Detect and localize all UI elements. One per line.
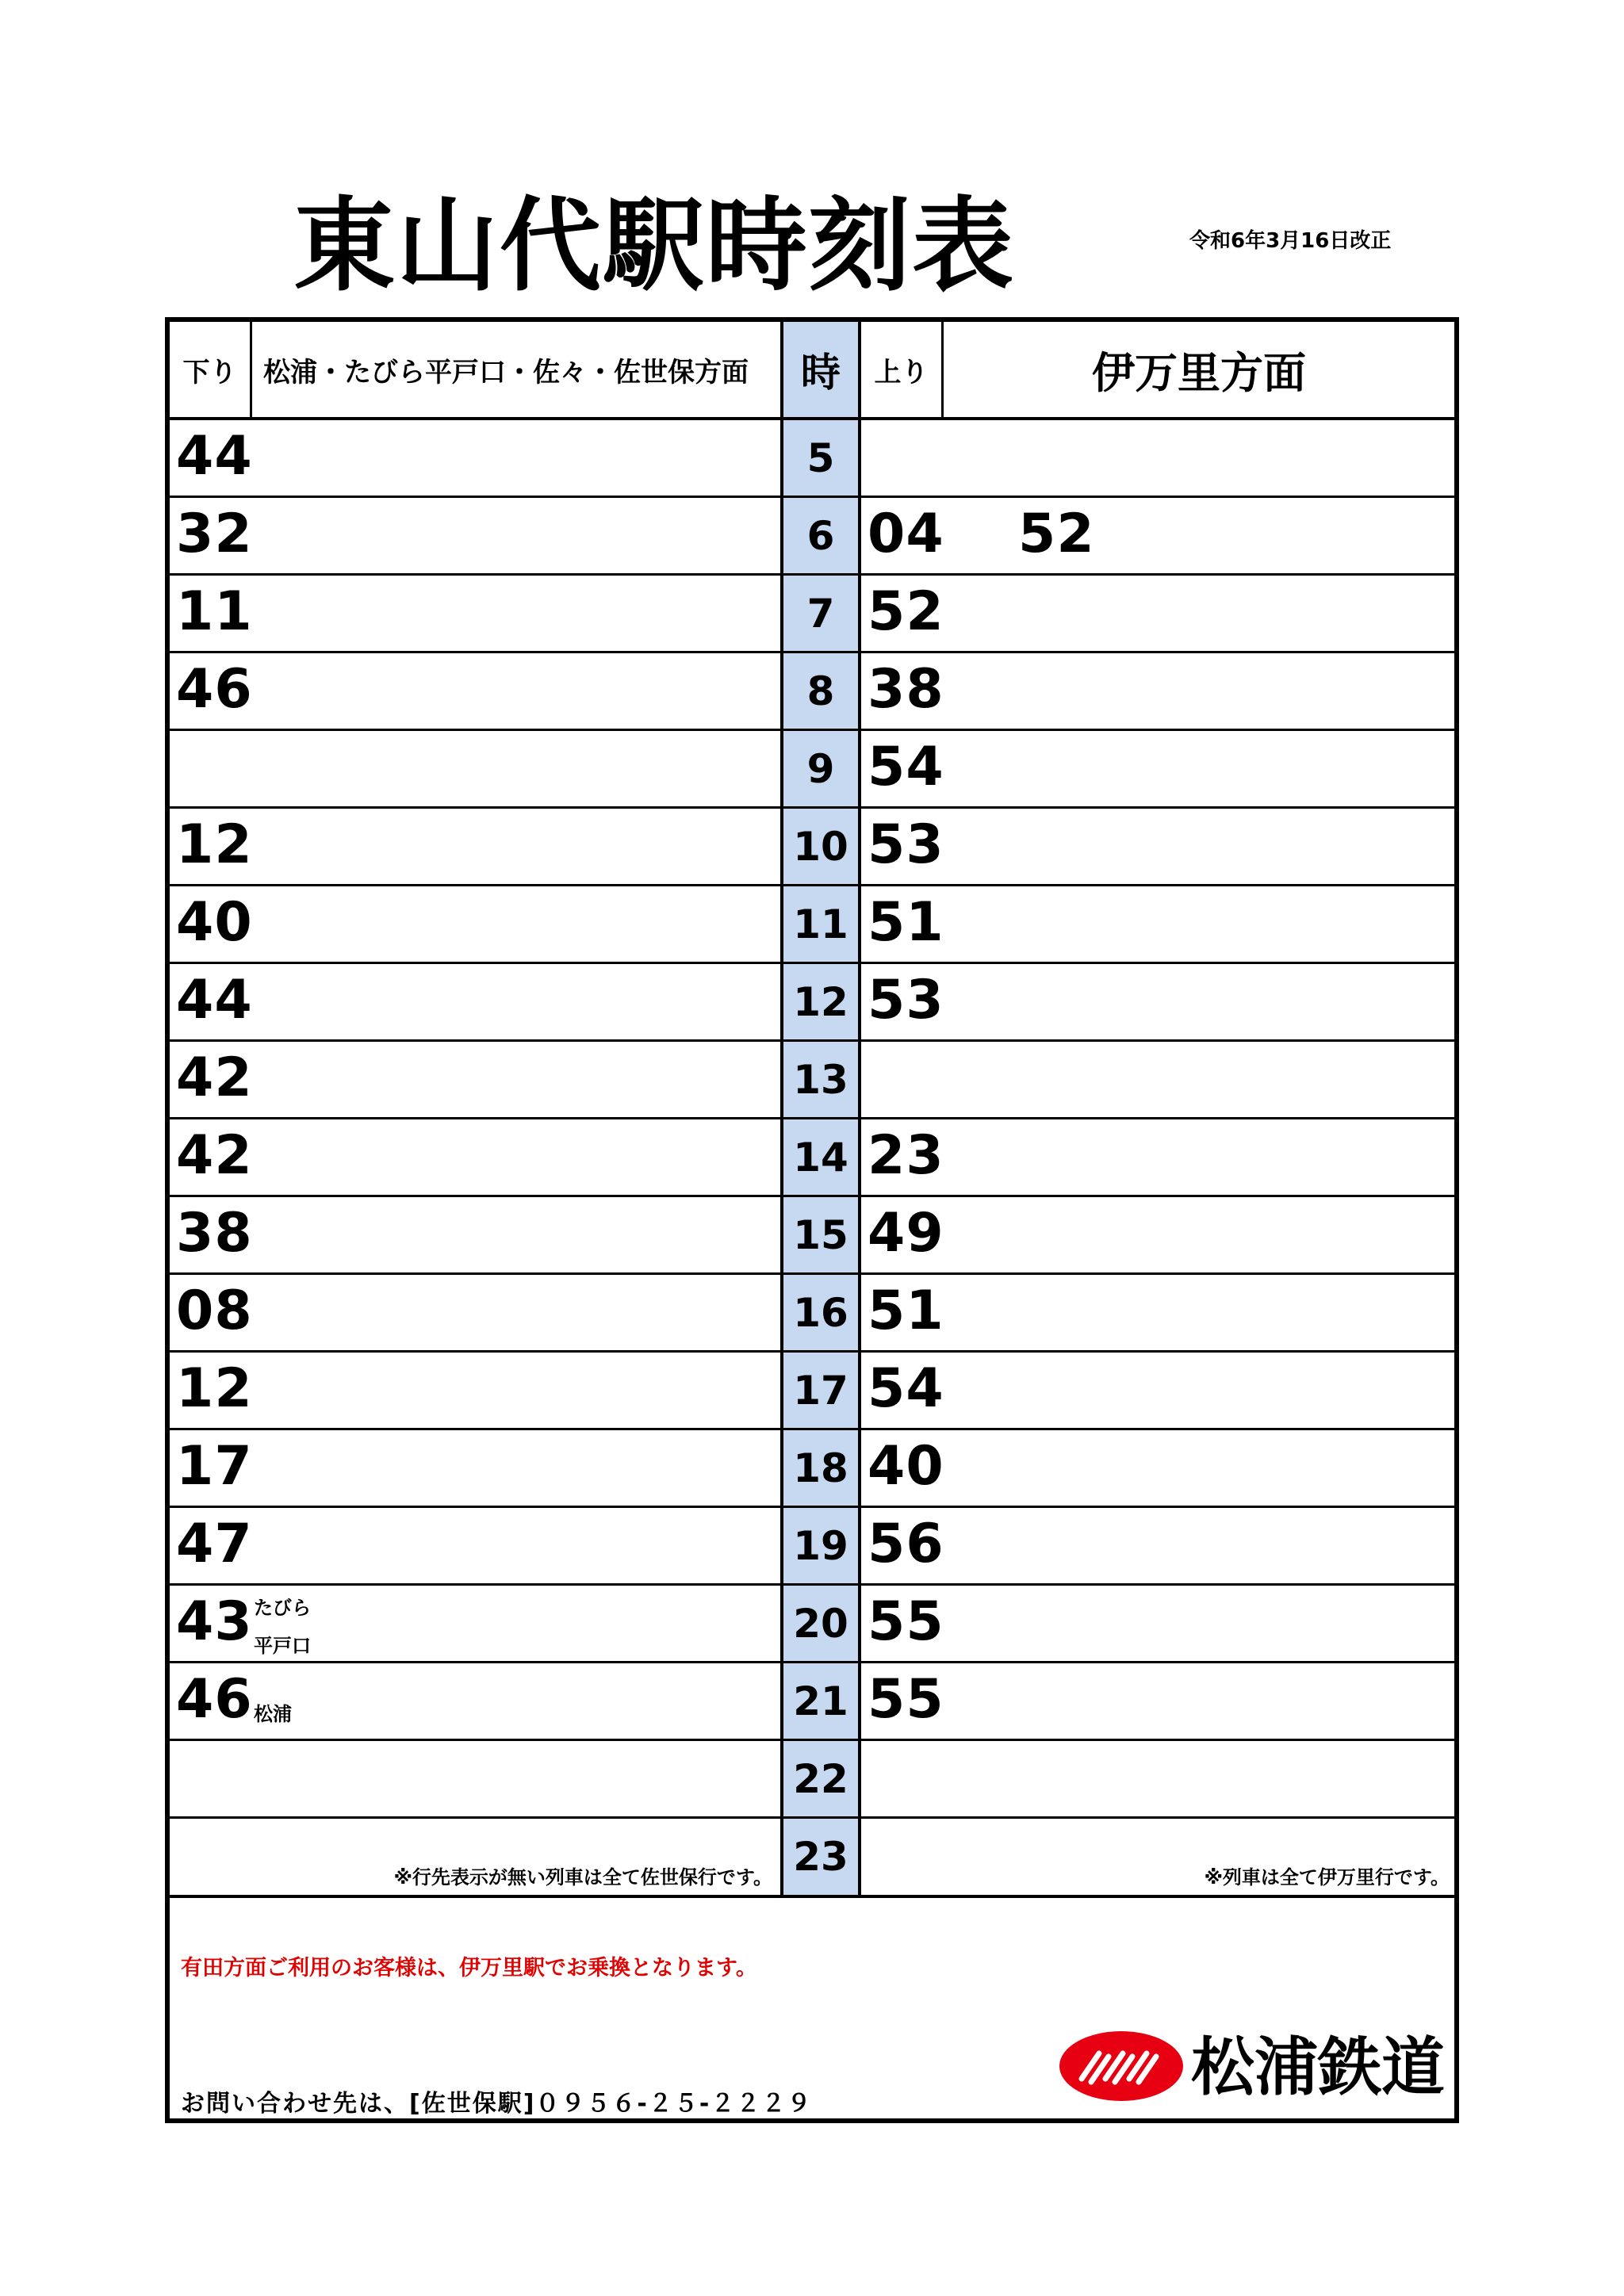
up-minutes-cell <box>861 1042 1454 1117</box>
transfer-notice: 有田方面ご利用のお客様は、伊万里駅でお乗換となります。 <box>181 1956 757 1980</box>
up-minutes-cell <box>861 1819 1454 1894</box>
timetable-row <box>170 731 1454 809</box>
up-minute: 55 <box>868 1668 944 1731</box>
down-minute: 42 <box>176 1047 253 1109</box>
down-minute: 44 <box>176 969 253 1031</box>
down-minutes-cell <box>170 886 780 962</box>
timetable-row <box>170 1663 1454 1741</box>
hour-cell: 9 <box>806 745 835 792</box>
up-minute: 49 <box>868 1202 944 1265</box>
hour-cell: 6 <box>806 512 835 559</box>
down-minutes-cell <box>170 653 780 729</box>
down-minutes-cell <box>170 1663 780 1739</box>
timetable-row <box>170 1819 1454 1896</box>
down-minute: 44 <box>176 425 253 488</box>
up-minutes-cell <box>861 809 1454 884</box>
train-destination: たびら 平戸口 <box>254 1597 311 1657</box>
timetable-row <box>170 1119 1454 1197</box>
up-minutes-cell <box>861 498 1454 573</box>
up-minutes-cell <box>861 420 1454 496</box>
timetable-row <box>170 1042 1454 1119</box>
down-minutes-cell <box>170 731 780 806</box>
up-minutes-cell <box>861 1663 1454 1739</box>
down-minutes-cell <box>170 1741 780 1816</box>
down-minutes-cell <box>170 576 780 651</box>
hour-cell: 21 <box>793 1678 848 1724</box>
hour-cell: 19 <box>793 1522 848 1569</box>
up-minutes-cell <box>861 1586 1454 1661</box>
down-minute: 47 <box>176 1513 253 1575</box>
up-minute: 54 <box>868 1357 944 1420</box>
up-minute: 52 <box>868 580 944 643</box>
timetable-footer <box>170 1895 1454 2118</box>
down-minutes-cell <box>170 1586 780 1661</box>
up-minutes-cell <box>861 731 1454 806</box>
up-direction: 伊万里方面 <box>1092 347 1306 398</box>
up-minute: 56 <box>868 1513 944 1575</box>
hour-cell: 17 <box>793 1367 848 1414</box>
up-minute: 51 <box>868 891 944 954</box>
up-minutes-cell <box>861 1508 1454 1583</box>
up-minute: 23 <box>868 1124 944 1187</box>
up-minute: 55 <box>868 1590 944 1653</box>
hour-cell: 11 <box>793 901 848 947</box>
revision-date: 令和6年3月16日改正 <box>1189 229 1392 253</box>
down-minutes-cell <box>170 1819 780 1894</box>
down-minute: 42 <box>176 1124 253 1187</box>
down-minute: 46 <box>176 1668 253 1731</box>
hour-cell: 5 <box>806 434 835 481</box>
down-minutes-cell <box>170 1508 780 1583</box>
down-minutes-cell <box>170 1353 780 1428</box>
down-minute: 46 <box>176 658 253 721</box>
contact-info: お問い合わせ先は、[佐世保駅]０９５６-２５-２２２９ <box>181 2090 813 2118</box>
hour-cell: 23 <box>793 1833 848 1880</box>
up-minute: 38 <box>868 658 944 721</box>
hour-cell: 20 <box>793 1600 848 1647</box>
down-minute: 38 <box>176 1202 253 1265</box>
up-minute: 53 <box>868 813 944 876</box>
timetable-row <box>170 1508 1454 1586</box>
timetable-row <box>170 1430 1454 1508</box>
down-minutes-cell <box>170 809 780 884</box>
down-minute: 12 <box>176 1357 253 1420</box>
timetable-row <box>170 1353 1454 1430</box>
up-minutes-cell <box>861 1275 1454 1350</box>
hour-cell: 22 <box>793 1755 848 1802</box>
up-minutes-cell <box>861 1741 1454 1816</box>
up-minutes-cell <box>861 1353 1454 1428</box>
up-minutes-cell <box>861 1119 1454 1195</box>
up-minute: 54 <box>868 736 944 798</box>
up-minute: 51 <box>868 1280 944 1342</box>
hour-header: 時 <box>801 350 841 396</box>
up-destination-note: ※列車は全て伊万里行です。 <box>1204 1866 1450 1888</box>
timetable-header <box>170 322 1454 420</box>
down-minute: 08 <box>176 1280 253 1342</box>
timetable-row <box>170 1197 1454 1275</box>
hour-cell: 13 <box>793 1056 848 1103</box>
timetable-row <box>170 964 1454 1042</box>
timetable-row <box>170 498 1454 576</box>
up-tag: 上り <box>861 322 944 417</box>
up-minutes-cell <box>861 576 1454 651</box>
down-minutes-cell <box>170 498 780 573</box>
down-minutes-cell <box>170 1430 780 1506</box>
up-minutes-cell <box>861 964 1454 1039</box>
down-direction: 松浦・たびら平戸口・佐々・佐世保方面 <box>263 356 749 388</box>
timetable-row <box>170 809 1454 886</box>
up-minutes-cell <box>861 1197 1454 1272</box>
timetable-row <box>170 576 1454 653</box>
timetable-row <box>170 1275 1454 1353</box>
hour-cell: 7 <box>806 590 835 637</box>
down-minute: 11 <box>176 580 253 643</box>
down-minutes-cell <box>170 1275 780 1350</box>
hour-cell: 10 <box>793 823 848 870</box>
hour-cell: 12 <box>793 978 848 1025</box>
down-minutes-cell <box>170 420 780 496</box>
down-destination-note: ※行先表示が無い列車は全て佐世保行です。 <box>393 1866 772 1888</box>
down-minute: 32 <box>176 503 253 565</box>
timetable-row <box>170 886 1454 964</box>
up-minutes-cell <box>861 653 1454 729</box>
up-minutes-cell <box>861 886 1454 962</box>
hour-cell: 16 <box>793 1289 848 1336</box>
timetable-rows <box>170 420 1454 1896</box>
down-minute: 40 <box>176 891 253 954</box>
down-tag: 下り <box>170 322 252 417</box>
up-minute: 04 <box>868 503 944 565</box>
down-minutes-cell <box>170 964 780 1039</box>
timetable-row <box>170 653 1454 731</box>
up-minutes-cell <box>861 1430 1454 1506</box>
company-logo <box>1058 2028 1446 2107</box>
train-destination: 松浦 <box>254 1703 292 1725</box>
down-minute: 43 <box>176 1590 253 1653</box>
matsuura-railway-logo-icon <box>1058 2030 1185 2103</box>
timetable-row <box>170 1586 1454 1663</box>
up-minute: 53 <box>868 969 944 1031</box>
timetable-row <box>170 420 1454 498</box>
hour-cell: 14 <box>793 1134 848 1181</box>
down-minute: 17 <box>176 1435 253 1498</box>
hour-cell: 18 <box>793 1445 848 1491</box>
up-minute: 52 <box>1018 503 1095 565</box>
hour-cell: 8 <box>806 668 835 714</box>
down-minutes-cell <box>170 1197 780 1272</box>
page-title: 東山代駅時刻表 <box>293 187 1016 305</box>
timetable-frame <box>165 317 1459 2123</box>
down-minute: 12 <box>176 813 253 876</box>
up-minute: 40 <box>868 1435 944 1498</box>
down-minutes-cell <box>170 1119 780 1195</box>
hour-cell: 15 <box>793 1211 848 1258</box>
timetable-row <box>170 1741 1454 1819</box>
company-name: 松浦鉄道 <box>1191 2030 1445 2104</box>
down-minutes-cell <box>170 1042 780 1117</box>
